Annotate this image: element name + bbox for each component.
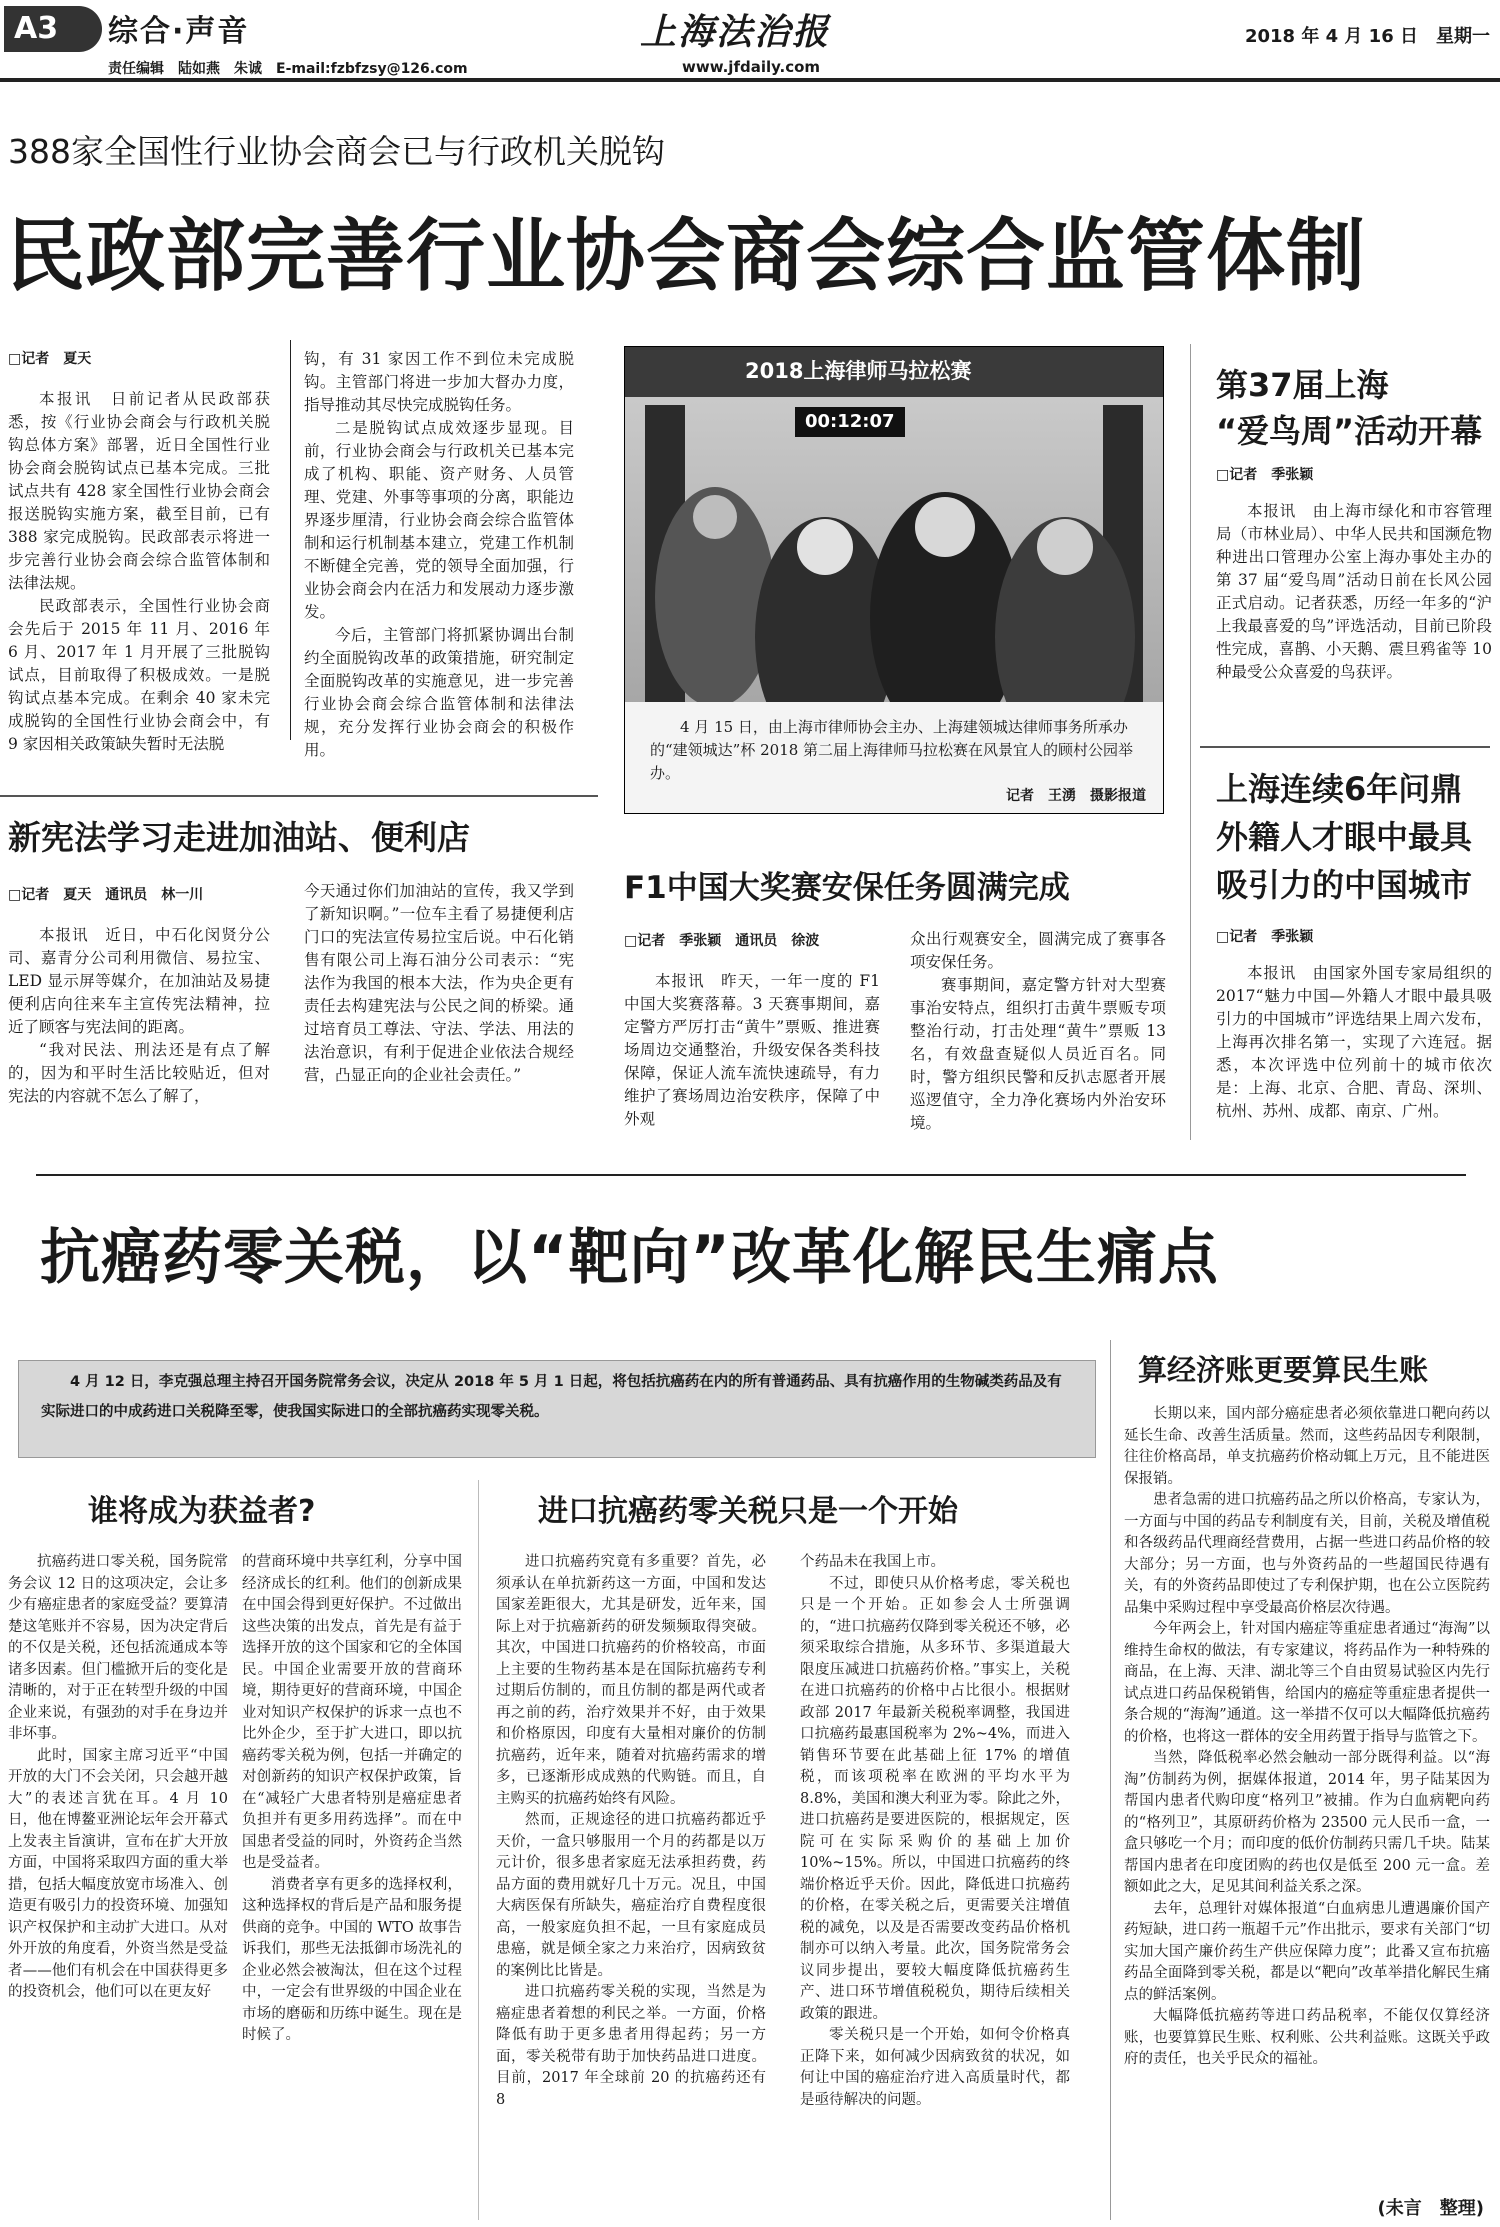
paragraph: “我对民法、刑法还是有点了解的，因为和平时生活比较贴近，但对宪法的内容就不怎么了解了， [8, 1041, 270, 1105]
paragraph: 然而，正规途径的进口抗癌药都近乎天价，一盒只够服用一个月的药都是以万元计价，很多患者家庭无法承担药费，药品方面的费用就好几十万元。况且，中国大病医保有所缺失，癌症治疗自费程度很高，一般家庭负担不起，一旦有家庭成员患癌，就是倾全家之力来治疗，因病致贫的案例比比皆是。 [496, 1812, 766, 1979]
paragraph: 本报讯 近日，中石化闵贤分公司、嘉青分公司利用微信、易拉宝、LED 显示屏等媒介，在加油站及易捷便利店向往来车主宣传宪法精神，拉近了顾客与宪法间的距离。 [8, 926, 270, 1036]
paragraph: 本报讯 由上海市绿化和市容管理局（市林业局）、中华人民共和国濒危物种进出口管理办公室上海办事处主办的第 37 届“爱鸟周”活动日前在长风公园正式启动。记者获悉，历经一年多的“沪上我最喜爱的鸟”评选活动，目前已阶段性完成，喜鹊、小天鹅、震旦鸦雀等 10 种最受公众喜爱的鸟获评。 [1216, 502, 1492, 681]
talent-title-line-1: 上海连续6年问鼎 [1216, 770, 1463, 808]
birds-title-line-2: “爱鸟周”活动开幕 [1216, 412, 1483, 450]
feature-column-e [1124, 1404, 1490, 2071]
f1-column-2 [910, 928, 1166, 1135]
caption-text: 4 月 15 日，由上海市律师协会主办、上海建领城达律师事务所承办的“建领城达”杯 2018 第二届上海律师马拉松赛在风景宜人的顾村公园举办。 [650, 718, 1134, 782]
constitution-column-1 [8, 924, 270, 1108]
photo-banner-text: 2018上海律师马拉松赛 [745, 359, 972, 383]
paragraph: 本报讯 昨天，一年一度的 F1 中国大奖赛落幕。3 天赛事期间，嘉定警方严厉打击“黄牛”票贩、推进赛场周边交通整治，升级安保各类科技保障，保证人流车流快速疏导，有力维护了赛场周边治安秩序，保障了中外观 [624, 972, 880, 1128]
f1-headline: F1中国大奖赛安保任务圆满完成 [624, 870, 1070, 906]
lead-kicker: 388家全国性行业协会商会已与行政机关脱钩 [8, 132, 665, 171]
paragraph: 钩，有 31 家因工作不到位未完成脱钩。主管部门将进一步加大督办力度，指导推动其尽快完成脱钩任务。 [304, 350, 574, 414]
birds-title-line-1: 第37届上海 [1216, 366, 1389, 404]
photo-credit: 记者 王湧 摄影报道 [1006, 788, 1146, 804]
section-rule [0, 795, 598, 797]
paragraph: 赛事期间，嘉定警方针对大型赛事治安特点，组织打击黄牛票贩专项整治行动，打击处理“黄牛”票贩 13 名，有效盘查疑似人员近百名。同时，警方组织民警和反扒志愿者开展巡逻值守，全力净化赛场内外治安环境。 [910, 976, 1166, 1132]
constitution-byline: □记者 夏天 通讯员 林一川 [8, 887, 204, 903]
feature-summary-box: 4 月 12 日，李克强总理主持召开国务院常务会议，决定从 2018 年 5 月 1 日起，将包括抗癌药在内的所有普通药品、具有抗癌作用的生物碱类药品及有实际进口的中成药进口关税降至零，使我国实际进口的全部抗癌药实现零关税。 [18, 1360, 1096, 1458]
column-rule [478, 1480, 479, 2220]
paragraph: 长期以来，国内部分癌症患者必须依靠进口靶向药以延长生命、改善生活质量。然而，这些药品因专利限制，往往价格高昂，单支抗癌药价格动辄上万元，且不能进医保报销。 [1124, 1406, 1490, 1487]
lead-byline: □记者 夏天 [8, 351, 92, 367]
feature-top-rule [36, 1174, 1466, 1176]
page-number-badge: A3 [4, 6, 102, 52]
paragraph: 二是脱钩试点成效逐步显现。目前，行业协会商会与行政机关已基本完成了机构、职能、资产财务、人员管理、党建、外事等事项的分离，职能边界逐步厘清，行业协会商会综合监管体制和运行机制基本建立，党建工作机制不断健全完善，党的领导全面加强，行业协会商会内在活力和发展动力逐步激发。 [304, 419, 574, 621]
paragraph: 当然，降低税率必然会触动一部分既得利益。以“海淘”仿制药为例，据媒体报道，2014 年，男子陆某因为帮国内患者代购印度“格列卫”被捕。作为白血病靶向药的“格列卫”，其原研药价格为 23500 元人民币一盒，一盒只够吃一个月；而印度的低价仿制药只需几千块。陆某帮国内患者在印度团购的药也仅是低至 200 元一盒。差额如此之大，足见其间利益关系之深。 [1124, 1750, 1490, 1895]
editors-line: 责任编辑 陆如燕 朱诚 E-mail:fzbfzsy@126.com [108, 61, 468, 77]
photo-caption [650, 716, 1146, 808]
column-rule [290, 340, 291, 740]
lead-headline: 民政部完善行业协会商会综合监管体制 [6, 210, 1366, 302]
paragraph: 此时，国家主席习近平“中国开放的大门不会关闭，只会越开越大”的表述言犹在耳。4 月 10 日，他在博鳌亚洲论坛年会开幕式上发表主旨演讲，宣布在扩大开放方面，中国将采取四方面的重大举措，包括大幅度放宽市场准入、创造更有吸引力的投资环境、加强知识产权保护和主动扩大进口。从对外开放的角度看，外资当然是受益者——他们有机会在中国获得更多的投资机会，他们可以在更友好 [8, 1747, 228, 2000]
section-title: 综合·声音 [108, 14, 250, 49]
column-rule [1110, 1340, 1111, 2220]
feature-compiler-note: (未言 整理) [1377, 2198, 1484, 2219]
lead-column-1 [8, 388, 270, 756]
header-rule [0, 78, 1500, 82]
paragraph: 消费者享有更多的选择权利，这种选择权的背后是产品和服务提供商的竞争。中国的 WTO 故事告诉我们，那些无法抵御市场洗礼的企业必然会被淘汰，但在这个过程中，一定会有世界级的中国企业在市场的磨砺和历练中诞生。现在是时候了。 [242, 1876, 462, 2043]
paragraph: 进口抗癌药零关税的实现，当然是为癌症患者着想的利民之举。一方面，价格降低有助于更多患者用得起药；另一方面，零关税带有助于加快药品进口进度。目前，2017 年全球前 20 的抗癌药还有 8 [496, 1984, 766, 2108]
feature-headline: 抗癌药零关税，以“靶向”改革化解民生痛点 [40, 1223, 1219, 1293]
paragraph: 本报讯 由国家外国专家局组织的 2017“魅力中国—外籍人才眼中最具吸引力的中国城市”评选结果上周六发布，上海再次排名第一，实现了六连冠。据悉，本次评选中位列前十的城市依次是：上海、北京、合肥、青岛、深圳、杭州、苏州、成都、南京、广州。 [1216, 964, 1492, 1120]
page-header [0, 0, 1500, 78]
website-url[interactable]: www.jfdaily.com [682, 58, 821, 76]
paragraph: 的营商环境中共享红利，分享中国经济成长的红利。他们的创新成果在中国会得到更好保护。不过做出这些决策的出发点，首先是有益于选择开放的这个国家和它的全体国民。中国企业需要开放的营商环境，期待更好的营商环境，中国企业对知识产权保护的诉求一点也不比外企少，至于扩大进口，即以抗癌药零关税为例，包括一并确定的对创新药的知识产权保护政策，旨在“减轻广大患者特别是癌症患者负担并有更多用药选择”。而在中国患者受益的同时，外资药企当然也是受益者。 [242, 1554, 462, 1871]
lead-column-2 [304, 348, 574, 762]
paragraph: 进口抗癌药究竟有多重要？首先，必须承认在单抗新药这一方面，中国和发达国家差距很大，尤其是研发，近年来，国际上对于抗癌新药的研发频频取得突破。其次，中国进口抗癌药的价格较高，市面上主要的生物药基本是在国际抗癌药专利过期后仿制的，而且仿制的都是两代或者再之前的药，治疗效果并不好，由于效果和价格原因，印度有大量相对廉价的仿制抗癌药，近年来，随着对抗癌药需求的增多，已逐渐形成成熟的代购链。而且，自主购买的抗癌药始终有风险。 [496, 1554, 766, 1807]
feature-column-c [496, 1552, 766, 2111]
feature-column-d [800, 1552, 1070, 2111]
paragraph: 大幅降低抗癌药等进口药品税率，不能仅仅算经济账，也要算算民生账、权利账、公共利益账。这既关乎政府的责任，也关乎民众的福祉。 [1124, 2008, 1490, 2067]
talent-title-line-3: 吸引力的中国城市 [1216, 866, 1473, 904]
photo-race-clock: 00:12:07 [805, 411, 895, 432]
paragraph: 民政部表示，全国性行业协会商会先后于 2015 年 11 月、2016 年 6 月、2017 年 1 月开展了三批脱钩试点，目前取得了积极成效。一是脱钩试点基本完成。在剩余 40 家未完成脱钩的全国性行业协会商会中，有 9 家因相关政策缺失暂时无法脱 [8, 597, 270, 753]
talent-title-line-2: 外籍人才眼中最具 [1216, 818, 1473, 856]
paragraph: 本报讯 日前记者从民政部获悉，按《行业协会商会与行政机关脱钩总体方案》部署，近日全国性行业协会商会脱钩试点已基本完成。三批试点共有 428 家全国性行业协会商会报送脱钩实施方案，截至目前，已有 388 家完成脱钩。民政部表示将进一步完善行业协会商会综合监管体制和法律法规。 [8, 390, 270, 592]
paragraph: 今天通过你们加油站的宣传，我又学到了新知识啊。”一位车主看了易捷便利店门口的宪法宣传易拉宝后说。中石化销售有限公司上海石油分公司表示：“宪法作为我国的根本大法，作为央企更有责任去构建宪法与公民之间的桥梁。通过培育员工尊法、守法、学法、用法的法治意识，有利于促进企业依法合规经营，凸显正向的企业社会责任。” [304, 882, 574, 1084]
birds-byline: □记者 季张颖 [1216, 467, 1314, 483]
constitution-column-2 [304, 880, 574, 1087]
f1-column-1 [624, 970, 880, 1131]
column-rule [1190, 344, 1191, 1140]
paragraph: 患者急需的进口抗癌药品之所以价格高，专家认为，一方面与中国的药品专利制度有关，目前，关税及增值税和各级药品代理商经营费用，占据一些进口药品价格的较大部分；另一方面，也与外资药品的一些超国民待遇有关，有的外资药品即使过了专利保护期，也在公立医院药品集中采购过程中享受最高价格层次待遇。 [1124, 1492, 1490, 1616]
birds-body [1216, 500, 1492, 684]
paragraph: 去年，总理针对媒体报道“白血病患儿遭遇廉价国产药短缺，进口药一瓶超千元”作出批示，要求有关部门“切实加大国产廉价药生产供应保障力度”；此番又宣布抗癌药品全面降到零关税，都是以“靶向”改革举措化解民生痛点的鲜活案例。 [1124, 1900, 1490, 2003]
constitution-headline: 新宪法学习走进加油站、便利店 [8, 818, 470, 857]
feature-mid-title: 进口抗癌药零关税只是一个开始 [538, 1494, 958, 1529]
feature-left-title: 谁将成为获益者? [88, 1494, 316, 1529]
paragraph: 众出行观赛安全，圆满完成了赛事各项安保任务。 [910, 930, 1166, 971]
talent-body [1216, 962, 1492, 1123]
section-rule [1200, 746, 1490, 748]
paragraph: 抗癌药进口零关税，国务院常务会议 12 日的这项决定，会让多少有癌症患者的家庭受益？要算清楚这笔账并不容易，因为决定背后的不仅是关税，还包括流通成本等诸多因素。但门槛掀开后的变化是清晰的，对于正在转型升级的中国企业来说，有强劲的对手在身边并非坏事。 [8, 1554, 228, 1742]
paragraph: 不过，即使只从价格考虑，零关税也只是一个开始。正如参会人士所强调的，“进口抗癌药仅降到零关税还不够，必须采取综合措施，从多环节、多渠道最大限度压减进口抗癌药价格。”事实上，关税在进口抗癌药的价格中占比很小。根据财政部 2017 年最新关税税率调整，我国进口抗癌药最惠国税率为 2%~4%，而进入销售环节要在此基础上征 17% 的增值税，而该项税率在欧洲的平均水平为 8.8%，美国和澳大利亚为零。除此之外，进口抗癌药是要进医院的，根据规定，医院可在实际采购价的基础上加价 10%~15%。所以，中国进口抗癌药的终端价格近乎天价。因此，降低进口抗癌药的价格，在零关税之后，更需要关注增值税的减免，以及是否需要改变药品价格机制亦可以纳入考量。此次，国务院常务会议同步提出，要较大幅度降低抗癌药生产、进口环节增值税税负，期待后续相关政策的跟进。 [800, 1575, 1070, 2022]
f1-byline: □记者 季张颖 通讯员 徐波 [624, 933, 820, 949]
newspaper-masthead: 上海法治报 [640, 11, 831, 53]
talent-byline: □记者 季张颖 [1216, 929, 1314, 945]
feature-column-a [8, 1552, 228, 2004]
feature-column-b [242, 1552, 462, 2047]
issue-date: 2018 年 4 月 16 日 星期一 [1244, 26, 1490, 47]
paragraph: 个药品未在我国上市。 [800, 1554, 945, 1570]
paragraph: 今年两会上，针对国内癌症等重症患者通过“海淘”以维持生命权的做法，有专家建议，将药品作为一种特殊的商品，在上海、天津、湖北等三个自由贸易试验区内先行试点进口药品保税销售，给国内的癌症等重症患者提供一条合规的“海淘”通道。这一举措不仅可以大幅降低抗癌药的价格，也将这一群体的安全用药置于指导与监管之下。 [1124, 1621, 1490, 1745]
paragraph: 今后，主管部门将抓紧协调出台制约全面脱钩改革的政策措施，研究制定全面脱钩改革的实施意见，进一步完善行业协会商会综合监管体制和法律法规，充分发挥行业协会商会的积极作用。 [304, 626, 574, 759]
feature-right-title: 算经济账更要算民生账 [1138, 1353, 1429, 1387]
paragraph: 零关税只是一个开始，如何令价格真正降下来，如何减少因病致贫的状况，如何让中国的癌症治疗进入高质量时代，都是亟待解决的问题。 [800, 2027, 1070, 2108]
